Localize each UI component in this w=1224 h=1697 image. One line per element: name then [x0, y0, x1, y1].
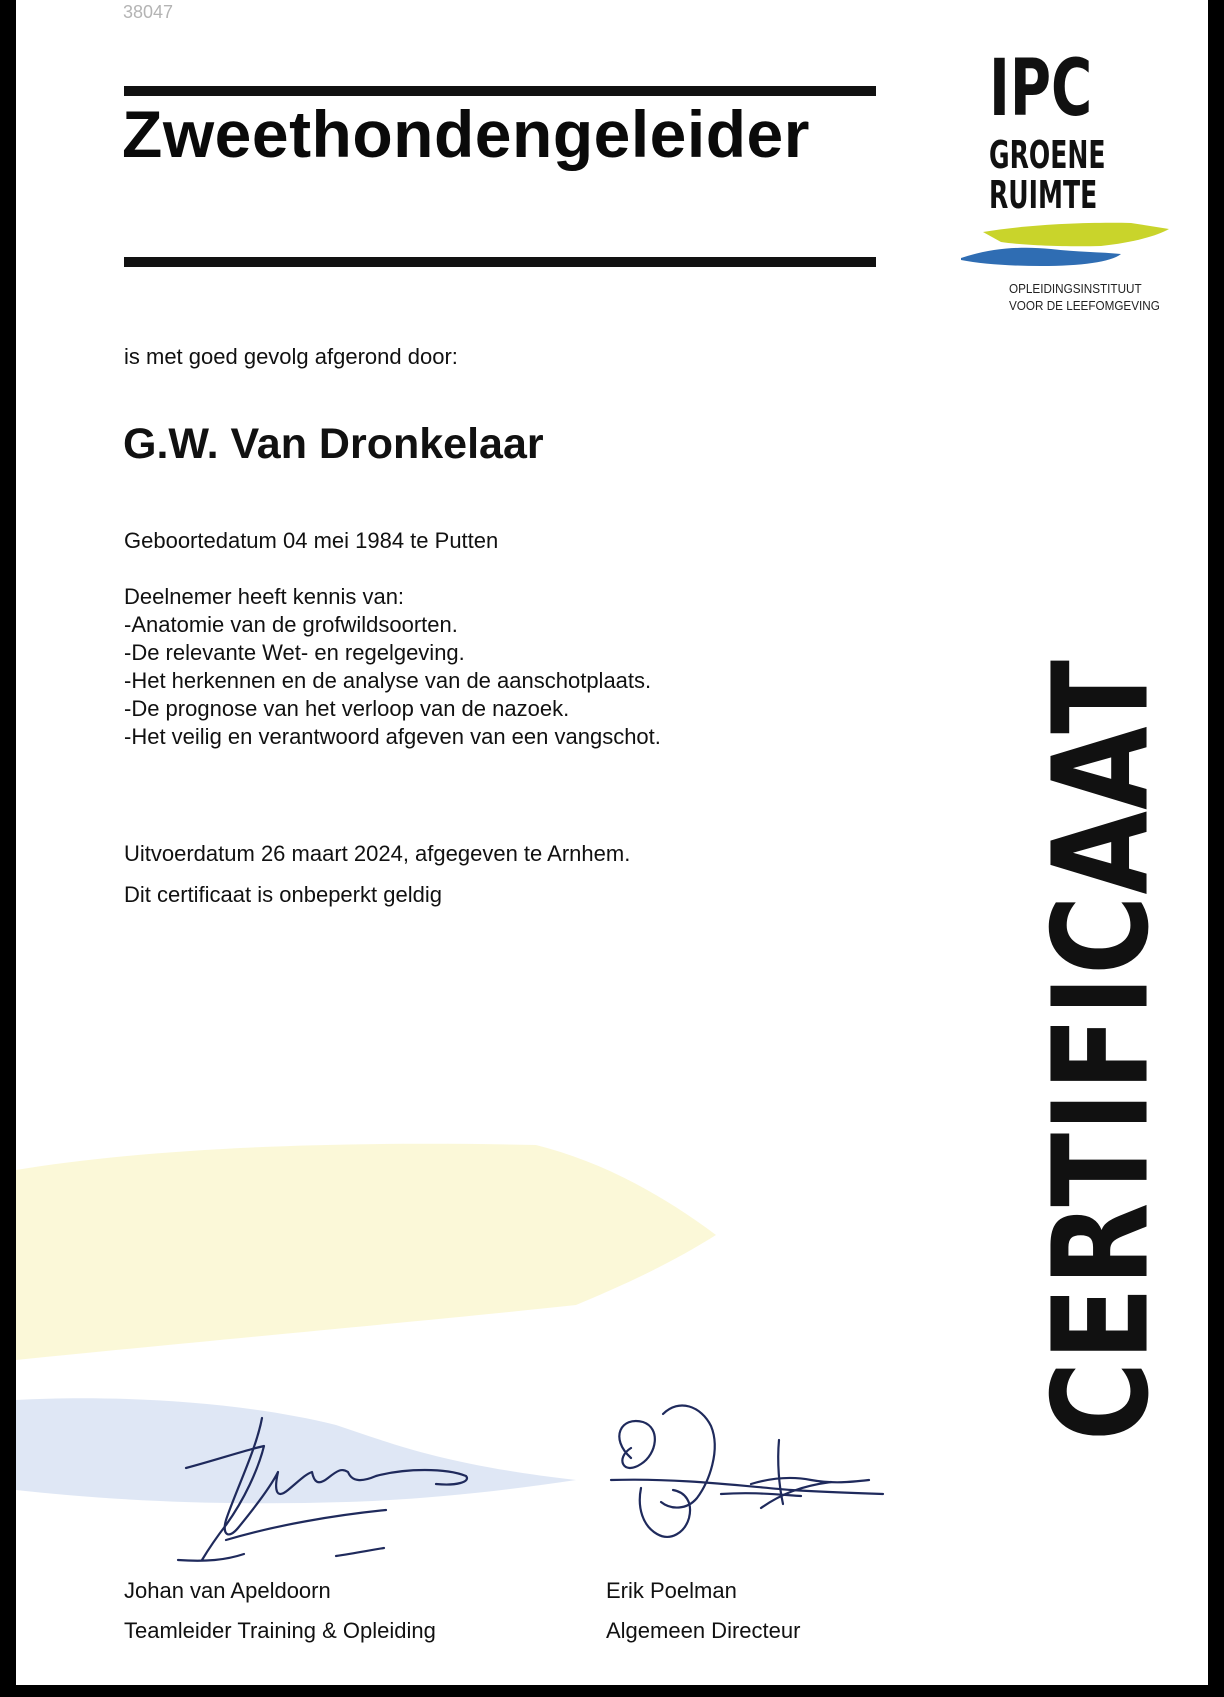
- logo-ipc: IPC: [989, 44, 1093, 134]
- knowledge-heading: Deelnemer heeft kennis van:: [124, 584, 405, 609]
- logo-wave-stripes: [961, 218, 1176, 278]
- ipc-groene-ruimte-logo: [961, 44, 1176, 320]
- certificate-page: [16, 0, 1208, 1685]
- knowledge-item: -Het veilig en verantwoord afgeven van een vangschot.: [124, 724, 661, 749]
- certificate-title: Zweethondengeleider: [122, 97, 810, 171]
- signatory-2-role: Algemeen Directeur: [606, 1618, 801, 1643]
- document-number: 38047: [123, 2, 174, 22]
- signatory-2-name: Erik Poelman: [606, 1578, 737, 1603]
- knowledge-item: -Het herkennen en de analyse van de aanschotplaats.: [124, 668, 652, 693]
- signature-erik-poelman: [601, 1398, 921, 1568]
- signatory-1-role: Teamleider Training & Opleiding: [124, 1618, 436, 1643]
- title-bottom-rule: [124, 257, 876, 267]
- logo-subtitle-line2: VOOR DE LEEFOMGEVING: [1009, 298, 1160, 313]
- completion-intro: is met goed gevolg afgerond door:: [124, 344, 458, 369]
- knowledge-list: [124, 583, 661, 751]
- validity-statement: Dit certificaat is onbeperkt geldig: [124, 882, 442, 907]
- knowledge-item: -Anatomie van de grofwildsoorten.: [124, 612, 458, 637]
- knowledge-item: -De relevante Wet- en regelgeving.: [124, 640, 465, 665]
- title-top-rule: [124, 86, 876, 96]
- logo-subtitle-line1: OPLEIDINGSINSTITUUT: [1009, 281, 1142, 296]
- knowledge-item: -De prognose van het verloop van de nazoek.: [124, 696, 570, 721]
- logo-groene: GROENE: [989, 133, 1106, 177]
- recipient-name: G.W. Van Dronkelaar: [123, 420, 544, 468]
- signatory-1-name: Johan van Apeldoorn: [124, 1578, 331, 1603]
- birth-info: Geboortedatum 04 mei 1984 te Putten: [124, 528, 499, 553]
- signature-johan-van-apeldoorn: [166, 1410, 486, 1580]
- issue-date-place: Uitvoerdatum 26 maart 2024, afgegeven te Arnhem.: [124, 841, 631, 866]
- logo-ruimte: RUIMTE: [989, 173, 1098, 217]
- certificaat-text: CERTIFICAAT: [1025, 659, 1179, 1441]
